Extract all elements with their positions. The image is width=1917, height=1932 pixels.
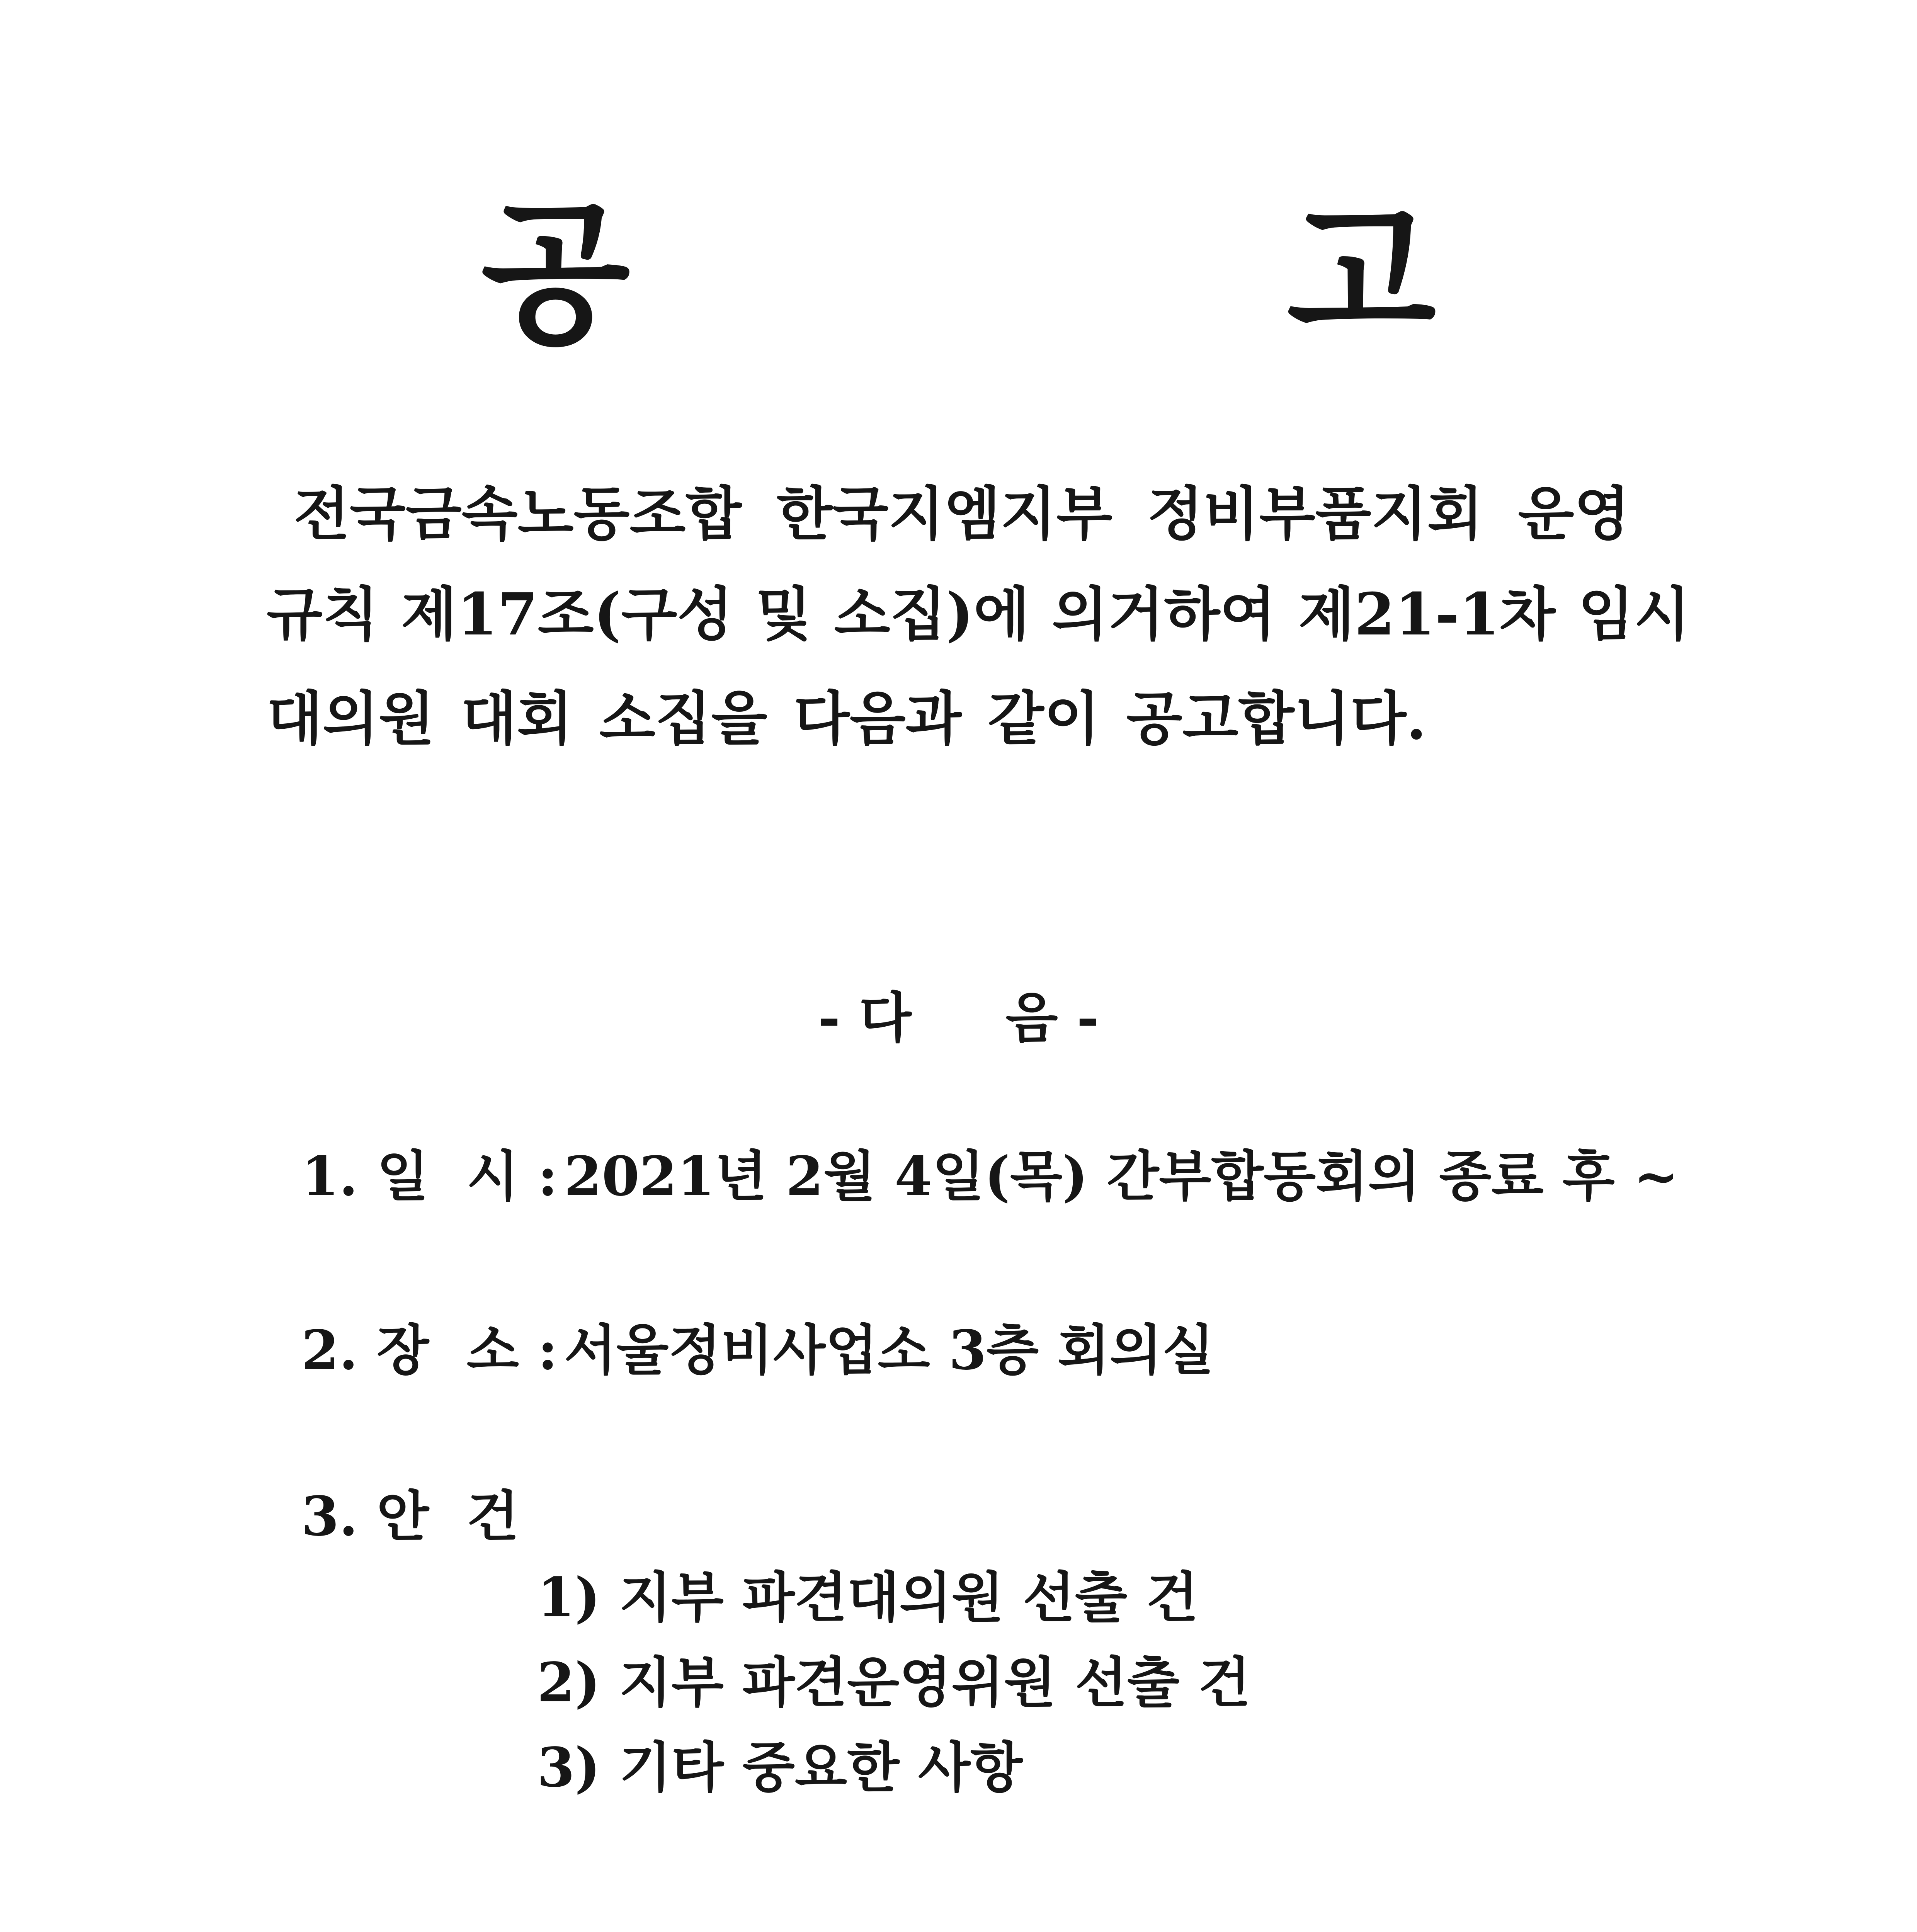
item-datetime-label: 1. 일 시 : — [301, 1145, 577, 1208]
agenda-item-2: 2) 지부 파견운영위원 선출 건 — [537, 1651, 1251, 1714]
item-datetime-value: 2021년 2월 4일(목) 간부합동회의 종료 후 ~ — [564, 1145, 1679, 1208]
intro-line-3: 대의원 대회 소집을 다음과 같이 공고합니다. — [267, 685, 1427, 753]
item-agenda — [301, 1484, 564, 1549]
intro-line-2: 규칙 제17조(구성 및 소집)에 의거하여 제21-1차 임시 — [267, 580, 1690, 648]
section-heading: - 다 음 - — [818, 986, 1099, 1050]
item-datetime — [301, 1144, 1679, 1209]
notice-title: 공 고 — [481, 184, 1738, 365]
intro-line-1: 전국금속노동조합 한국지엠지부 정비부품지회 운영 — [294, 480, 1630, 548]
agenda-item-3: 3) 기타 중요한 사항 — [537, 1736, 1023, 1799]
item-agenda-label: 3. 안 건 — [301, 1485, 519, 1548]
agenda-item-1: 1) 지부 파견대의원 선출 건 — [537, 1566, 1199, 1629]
item-place-label: 2. 장 소 : — [301, 1319, 577, 1382]
item-place — [301, 1318, 1214, 1383]
item-place-value: 서울정비사업소 3층 회의실 — [564, 1319, 1214, 1382]
